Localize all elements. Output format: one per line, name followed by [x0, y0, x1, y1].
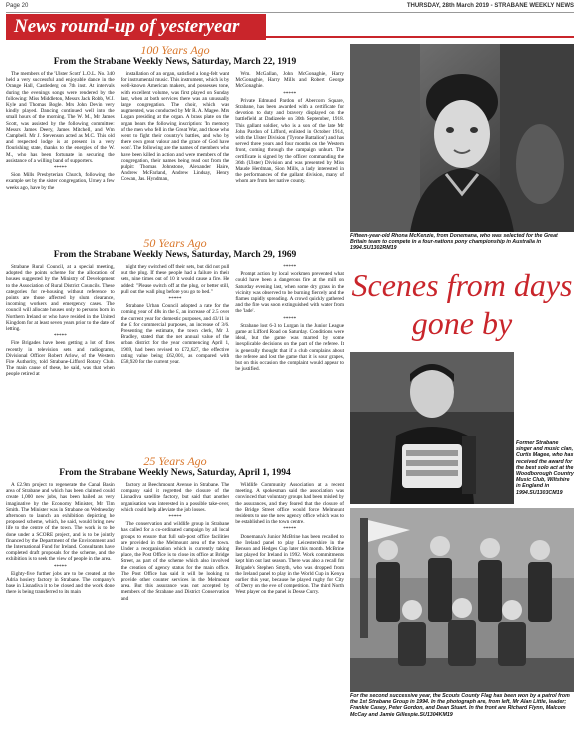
article-paragraph: Fire Brigades have been getting a lot of fires recently in television sets and radiograms, Divisional Officer Robert Arlow, of the Western Fire Authority, told Strabane-Lifford Rotary Club. The main cause of these, he said, was that when people retired at	[6, 340, 115, 378]
scenes-heading: Scenes from days gone by	[351, 267, 573, 341]
article-columns	[6, 264, 344, 450]
photo-rider	[350, 44, 574, 232]
article-column	[235, 264, 344, 450]
article-paragraph: The conservation and wildlife group in Strabane has called for a co-ordinated campaign by all local groups to ensure that full sub-post office facilities are provided in the Melmount area of the town. Under a reorganisation which is currently taking place, the Post Office is to close its office at Bridge Street, as part of the scheme which also involved the creation of agency status for the main office. The Post Office has said it will be looking to provide other counter services in the Melmount area. But this assurance was not accepted by members of the Strabane and District Conservation and	[120, 521, 230, 602]
article-column	[235, 482, 344, 734]
scouts-photo-image	[350, 508, 574, 692]
article-paragraph: factory at Beechmount Avenue in Strabane. The company said it regretted the closure of the Lisnadiva satellite factory, but said that another organisation was interested in a possible take-over, which could help alleviate the job losses.	[120, 482, 230, 513]
article-paragraph: Strabane Urban Council adopted a rate for the coming year of 48s in the £, an increase of 2.5 over the current year for domestic purposes, and 43/11 in the £ for commercial purposes, an increase of 3/6. Presenting the estimate, the town clerk, Mr J. Bradley, stated that the net annual value of the urban district for the year commencing April 1, 1969, had been revised to £72,627, the effective rating value being £62,001, as compared with £58,920 for the current year.	[120, 303, 230, 366]
paragraph-separator: *****	[53, 563, 67, 570]
article-paragraph: night they switched off their sets, but did not pull out the plug. If these people had a failure in their sets, nine times out of 10 it would cause a fire. He added: "Please switch off at the plug, or better still, pull out the wall plug before you go to bed."	[120, 264, 230, 295]
singer-caption: Former Strabane singer and music clan, Curtis Magee, who has received the award for the best solo act at the Woodborough Country Music Club, Wiltshire in England in 1994.SU1303CM19	[516, 440, 574, 496]
era-heading: 100 Years Ago	[140, 43, 210, 57]
article-column	[6, 482, 115, 734]
article-paragraph: Strabane Rural Council, at a special meeting, adopted the points scheme for the allocation of houses suggested by the Ministry of Development to the Association of Rural District Councils. These categories for re-housing without reference to points are those affected by slum clearance, incoming workers and emergency cases. The council will allocate houses only to persons born in Northern Ireland or who have resided in the United Kingdom for at least seven years prior to the date of letting.	[6, 264, 115, 333]
paragraph-separator: *****	[168, 296, 182, 303]
paragraph-separator: *****	[283, 90, 297, 97]
page-number: Page 20	[6, 3, 29, 9]
paragraph-separator: *****	[283, 526, 297, 533]
article-paragraph: Eighty-five further jobs are to be created at the Adria hosiery factory in Strabane. The company's base in Lisnadiva it to be closed and the work done there is being transferred to its main	[6, 570, 115, 596]
paragraph-separator: *****	[168, 514, 182, 521]
section-headline: From the Strabane Weekly News, Saturday, April 1, 1994	[59, 468, 291, 478]
article-column	[235, 71, 344, 231]
era-heading: 25 Years Ago	[143, 454, 207, 468]
section-50-years	[6, 237, 344, 452]
rider-caption: Fifteen-year-old Rhona McKenzie, from Donemana, who was selected for the Great Britain team to compete in a four-nations pony championship in Australia in 1994.SU1302RM19	[350, 233, 558, 252]
article-paragraph: Sion Mills Presbyterian Church, following the example set by the sister congregation, Urney a few weeks ago, have by the	[6, 172, 115, 191]
paragraph-separator: *****	[283, 264, 297, 270]
article-paragraph: Private Edmund Pardon of Abercorn Square, Strabane, has been awarded with a certificate for devotion to duty and bravery displayed on the battlefield at Dadizeele on 30th September, 1918. This gallant soldier, who is a son of the late Mr John Pardon of Lifford, enlisted in October 1914, with the Ulster Division ('Tyrone Battalion') and has served three years and four months on the Western front, coming through the campaign unhurt. The certificate is signed by the officer commanding the 36th (Ulster) Division and was presented by Miss Maude Herdman, Sion Mills, a lady interested in the performances of the gallant division, many of whom are from her native county.	[235, 97, 345, 185]
issue-date: THURSDAY, 28th March 2019 - STRABANE WEEKLY NEWS	[406, 3, 574, 9]
section-banner: News round-up of yesteryear	[6, 14, 266, 40]
section-25-years	[6, 455, 344, 735]
section-headline: From the Strabane Weekly News, Saturday, March 22, 1919	[53, 57, 297, 67]
banner-rule	[266, 36, 574, 38]
article-columns	[6, 71, 344, 231]
section-headline: From the Strabane Weekly News, Saturday, March 29, 1969	[53, 250, 297, 260]
article-paragraph: Donemana's Junior McBrine has been recalled to the Ireland panel to play Leicestershire in the Benson and Hedges Cup later this month. McBrine last played for Ireland in 1992. Work commitments kept him out last season. There was also a recall for Brigade's Stephen Smyth, who was dropped from the Ireland panel to play in the World Cup in Kenya earlier this year, because he played rugby for City of Derry on the eve of competition. The third North West player on the panel is Desse Curry.	[235, 533, 345, 596]
singer-photo-image	[350, 352, 514, 504]
paragraph-separator: *****	[283, 315, 297, 322]
photo-singer	[350, 352, 514, 504]
rider-photo-image	[350, 44, 574, 232]
article-columns	[6, 482, 344, 734]
article-paragraph: installation of an organ, satisfied a long-felt want for instrumental music. This instrument, which is by well-known American makers, and possesses tone, with excellent volume, was first played on Sunday last, when at both services there was an unusually large congregation. The choir, which was augmented, was conducted by Mr R. A. Magee. Mrs Logan presiding at the organ. A brass plate on the organ bears the following inscription: 'In memory of the men who fell in the Great War, and those who went to fight their country's battles, and who by there own great valour and the grace of God have won'. The following are the names of members who have been killed in action and were members of the congregation, their names being read out from the pulpit: Thomas Johnstone, Alexander Haire, Andrew McFarland, Andrew Lindsay, Henry Cowan, Jas. Hyndman,	[120, 71, 230, 183]
section-100-years	[6, 44, 344, 234]
article-paragraph: A £2.9m project to regenerate the Canal Basin area of Strabane and which has been claimed could create 1,000 new jobs, has been hailed as very imaginative by the Economy Minister, Mr Tim Smith. The Minister was in Strabane on Wednesday afternoon to launch an exhibition depicting he proposed scheme, which, he said, would bring new life to the centre of the town. The work is to be done under a SCORE project, and is to be jointly financed by the Department of the Environment and the International Fund for Ireland. Consultants have completed draft proposals for the scheme, and the exhibition is to seek the view of people in the area.	[6, 482, 115, 563]
paragraph-separator: *****	[53, 165, 67, 172]
paragraph-separator: *****	[53, 333, 67, 340]
article-column	[121, 71, 230, 231]
article-column	[6, 264, 115, 450]
scouts-caption: For the second successive year, the Scouts County Flag has been won by a patrol from the 1st Strabane Group in 1994. In the photograph are, from left, Mr Alan Little, leader; Frankie Casey, Peter Gordon, and Dean Stuart. In the front are Richard Flynn, Malcom McCay and Jamie Gillespie.SU1304KM19	[350, 693, 570, 718]
article-paragraph: The members of the 'Ulster Scott' L.O.L. No. 340 held a very successful and enjoyable dance in the Orange Hall, Castlederg on 7th inst. At intervals during the evenings songs were rendered by the following: Miss Middleton, Messrs Jack Robb, W.J. Kyle and Thomas Bogle. Mrs John Devin very kindly played. Dancing continued well into the small hours of the morning. The W. M., Mr James Scott, was assisted by the following committee: Messrs James Deery, James Mitchell, and Wm Campbell. Mr J. Stevenson acted as M.C. This old and respected lodge is at present in a very flourishing state, thanks to the energies of the W. M., who has been fortunate in securing the assistance of a willing band of supporters.	[6, 71, 115, 164]
article-paragraph: Wildlife Community Association at a recent meeting. A spokesman said the association was convinced that voluntary groups had been misled by the assurances, and they feared that the closure of the Bridge Street office would force Melmount residents to use the new agency office which was to be established in the town centre.	[235, 482, 345, 526]
article-paragraph: Strabane lost 6-3 to Lurgan in the Junior League game at Lifford Road on Saturday. Conditions were ideal, but the game was marred by some inexplicable decisions on the part of the referee. It is generally thought that if a club complains about the referee and lost the game that it is sour grapes, but on this occasion the complaint would appear to be justified.	[235, 322, 345, 373]
article-column	[121, 264, 230, 450]
photo-scouts	[350, 508, 574, 692]
header-rule	[6, 12, 574, 13]
article-column	[121, 482, 230, 734]
article-paragraph: Prompt action by local workmen prevented what could have been a dangerous fire at the mill on Saturday evening last, when some dry grass in the vicinity was observed to be burning fiercely and the flames rapidly spreading. A crowd quickly gathered and the fire was soon extinguished with water from the 'lade'.	[235, 271, 345, 315]
era-heading: 50 Years Ago	[143, 236, 207, 250]
article-paragraph: Wm. McGallan, John McGonaghie, Harry McGonaghie, Harry Mills and Robert George McGonaghie.	[235, 71, 345, 90]
article-column	[6, 71, 115, 231]
